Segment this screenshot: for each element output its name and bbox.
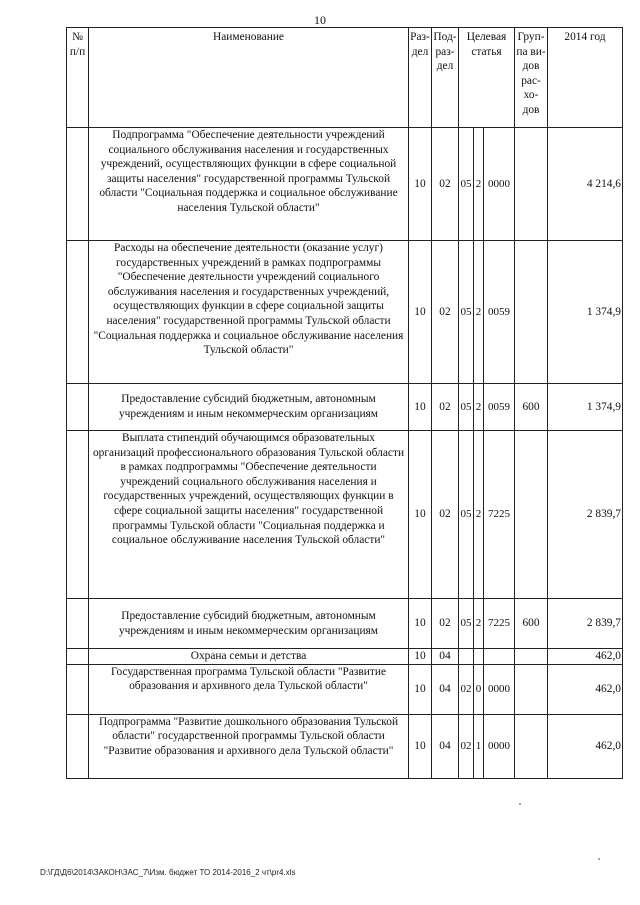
row-name-cell: Государственная программа Тульской области "Развитие образования и архивного дела Тульской области"	[89, 664, 409, 714]
razdel-cell: 10	[409, 599, 432, 649]
file-path-footer: D:\ГД\Д6\2014\ЗАКОН\ЗАС_7\Изм. бюджет ТО 2014-2016_2 чт\pr4.xls	[40, 868, 296, 877]
podrazdel-cell: 04	[432, 664, 459, 714]
expense-type-cell: 600	[515, 384, 548, 431]
podrazdel-cell: 04	[432, 714, 459, 778]
target-program-cell: 05	[459, 599, 474, 649]
target-direction-cell: 0000	[484, 714, 515, 778]
table-row	[67, 384, 623, 431]
scan-speck	[519, 803, 521, 805]
row-num-cell	[67, 241, 89, 384]
expense-type-cell: 600	[515, 599, 548, 649]
page-number: 10	[314, 13, 326, 27]
target-direction-cell: 0059	[484, 384, 515, 431]
expense-type-cell	[515, 431, 548, 599]
row-num-cell	[67, 649, 89, 665]
expense-type-cell	[515, 128, 548, 241]
row-num-cell	[67, 599, 89, 649]
table-row	[67, 431, 623, 599]
target-program-cell: 05	[459, 241, 474, 384]
target-direction-cell: 0059	[484, 241, 515, 384]
target-subprogram-cell: 2	[474, 431, 484, 599]
amount-cell: 462,0	[548, 664, 623, 714]
amount-cell: 2 839,7	[548, 599, 623, 649]
row-num-cell	[67, 384, 89, 431]
scan-speck	[598, 858, 600, 860]
expense-type-cell	[515, 649, 548, 665]
budget-table	[66, 27, 623, 779]
razdel-cell: 10	[409, 649, 432, 665]
table-row	[67, 664, 623, 714]
target-subprogram-cell: 2	[474, 128, 484, 241]
row-num-cell	[67, 431, 89, 599]
row-name-cell: Расходы на обеспечение деятельности (оказание услуг) государственных учреждений в рамках подпрограммы "Обеспечение деятельности учреждений социального обслуживания населения и государственных учреждений, осуществляющих функции в сфере социальной защиты населения" государственной программы Тульской области "Социальная поддержка и социальное обслуживание населения Тульской области"	[89, 241, 409, 384]
expense-type-cell	[515, 241, 548, 384]
amount-cell: 2 839,7	[548, 431, 623, 599]
target-direction-cell: 0000	[484, 664, 515, 714]
table-row	[67, 128, 623, 241]
table-header-row	[67, 28, 623, 128]
header-razdel: Раз- дел	[409, 28, 432, 128]
target-subprogram-cell: 2	[474, 384, 484, 431]
target-program-cell: 02	[459, 714, 474, 778]
row-num-cell	[67, 128, 89, 241]
target-program-cell: 05	[459, 431, 474, 599]
target-direction-cell: 7225	[484, 599, 515, 649]
target-program-cell: 05	[459, 384, 474, 431]
table-row	[67, 649, 623, 665]
header-expense-type: Груп- па ви- дов рас- хо- дов	[515, 28, 548, 128]
amount-cell: 462,0	[548, 649, 623, 665]
target-subprogram-cell: 0	[474, 664, 484, 714]
table-row	[67, 714, 623, 778]
amount-cell: 4 214,6	[548, 128, 623, 241]
target-program-cell: 05	[459, 128, 474, 241]
target-program-cell: 02	[459, 664, 474, 714]
row-name-cell: Охрана семьи и детства	[89, 649, 409, 665]
razdel-cell: 10	[409, 664, 432, 714]
podrazdel-cell: 04	[432, 649, 459, 665]
target-subprogram-cell	[474, 649, 484, 665]
header-year: 2014 год	[548, 28, 623, 128]
table-row	[67, 599, 623, 649]
row-num-cell	[67, 664, 89, 714]
header-name: Наименование	[89, 28, 409, 128]
row-name-cell: Предоставление субсидий бюджетным, автономным учреждениям и иным некоммерческим организациям	[89, 599, 409, 649]
header-target-article: Целевая статья	[459, 28, 515, 128]
amount-cell: 1 374,9	[548, 241, 623, 384]
razdel-cell: 10	[409, 431, 432, 599]
header-podrazdel: Под- раз- дел	[432, 28, 459, 128]
podrazdel-cell: 02	[432, 599, 459, 649]
razdel-cell: 10	[409, 714, 432, 778]
razdel-cell: 10	[409, 241, 432, 384]
expense-type-cell	[515, 714, 548, 778]
razdel-cell: 10	[409, 384, 432, 431]
row-num-cell	[67, 714, 89, 778]
target-subprogram-cell: 1	[474, 714, 484, 778]
target-direction-cell: 7225	[484, 431, 515, 599]
razdel-cell: 10	[409, 128, 432, 241]
amount-cell: 1 374,9	[548, 384, 623, 431]
target-direction-cell: 0000	[484, 128, 515, 241]
target-program-cell	[459, 649, 474, 665]
expense-type-cell	[515, 664, 548, 714]
header-num: № п/п	[67, 28, 89, 128]
amount-cell: 462,0	[548, 714, 623, 778]
target-subprogram-cell: 2	[474, 599, 484, 649]
podrazdel-cell: 02	[432, 128, 459, 241]
row-name-cell: Предоставление субсидий бюджетным, автономным учреждениям и иным некоммерческим организациям	[89, 384, 409, 431]
table-row	[67, 241, 623, 384]
row-name-cell: Выплата стипендий обучающимся образовательных организаций профессионального образования Тульской области в рамках подпрограммы "Обеспечение деятельности учреждений социального обслуживания населения и государственных учреждений, осуществляющих функции в сфере социальной защиты населения" государственной программы Тульской области "Социальная поддержка и социальное обслуживание населения Тульской области"	[89, 431, 409, 599]
podrazdel-cell: 02	[432, 384, 459, 431]
podrazdel-cell: 02	[432, 431, 459, 599]
target-subprogram-cell: 2	[474, 241, 484, 384]
podrazdel-cell: 02	[432, 241, 459, 384]
row-name-cell: Подпрограмма "Развитие дошкольного образования Тульской области" государственной программы Тульской области "Развитие образования и архивного дела Тульской области"	[89, 714, 409, 778]
row-name-cell: Подпрограмма "Обеспечение деятельности учреждений социального обслуживания населения и государственных учреждений, осуществляющих функции в сфере социальной защиты населения" государственной программы Тульской области "Социальная поддержка и социальное обслуживание населения Тульской области"	[89, 128, 409, 241]
target-direction-cell	[484, 649, 515, 665]
